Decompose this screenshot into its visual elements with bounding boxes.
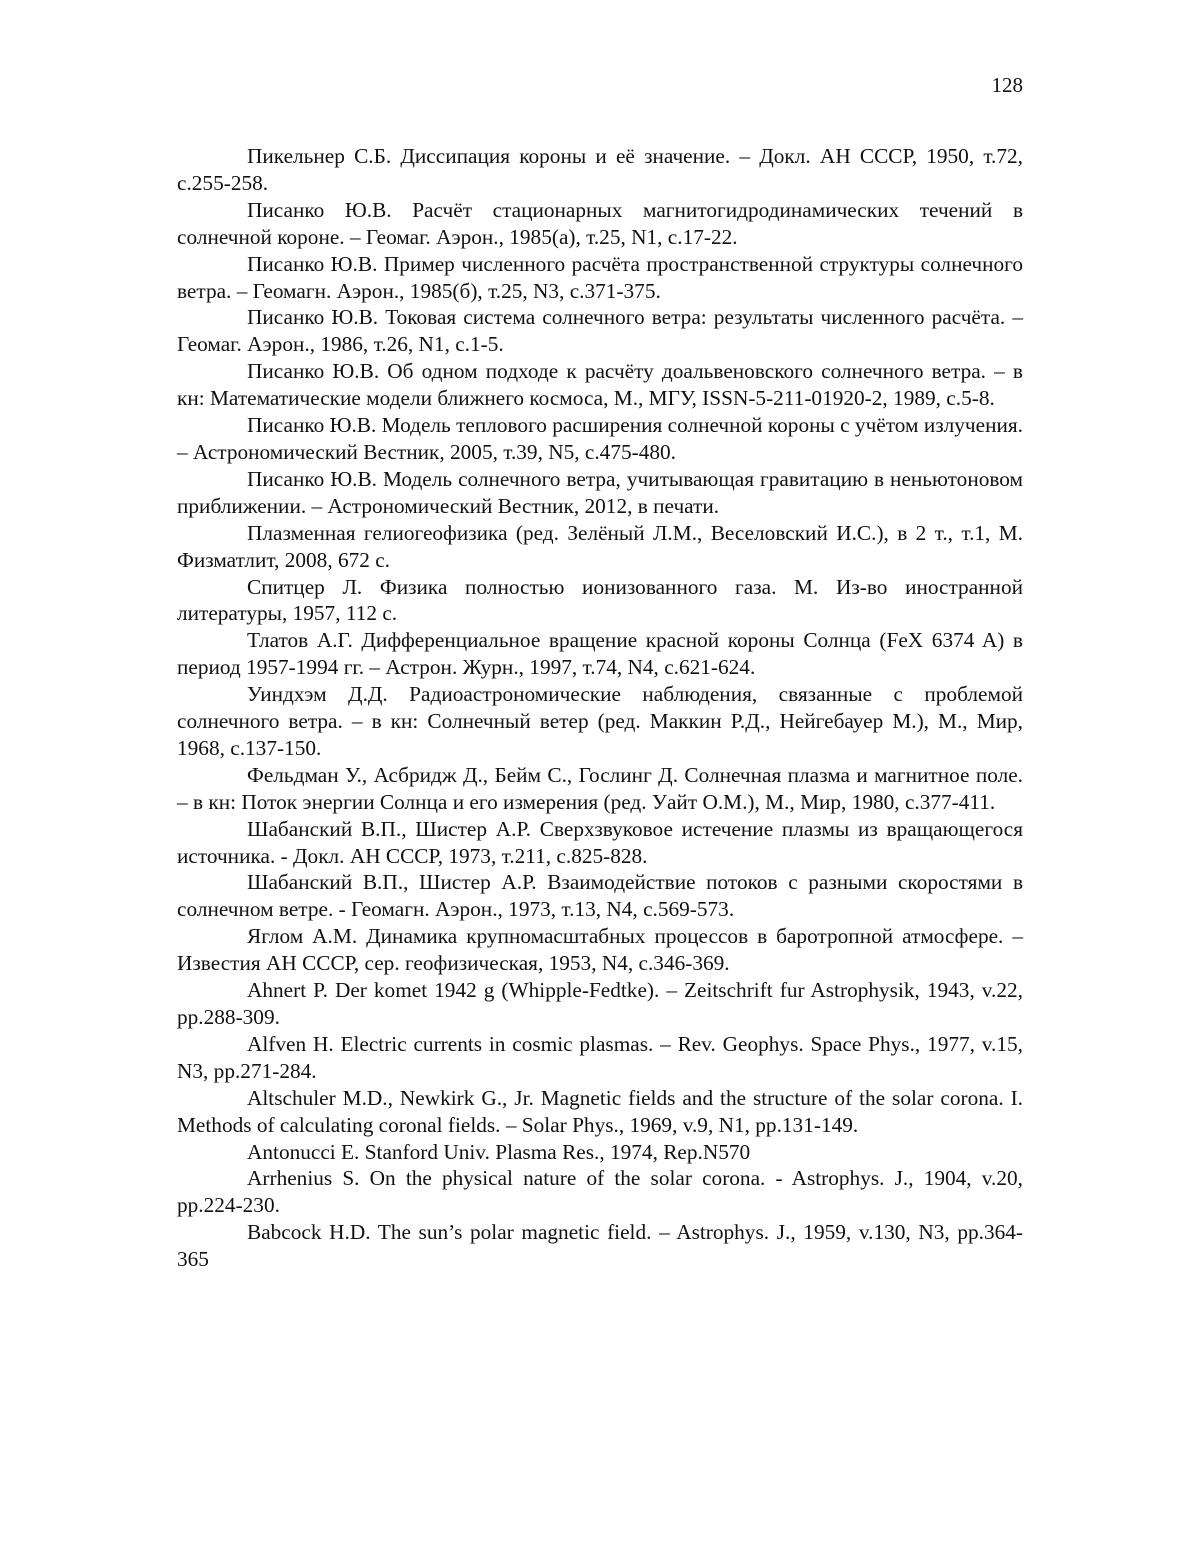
reference-entry: Ahnert P. Der komet 1942 g (Whipple-Fedtke). – Zeitschrift fur Astrophysik, 1943, v.22, pp.288-309. <box>177 978 1023 1029</box>
reference-entry: Пикельнер С.Б. Диссипация короны и её значение. – Докл. АН СССР, 1950, т.72, с.255-258. <box>177 144 1023 195</box>
reference-entry: Шабанский В.П., Шистер А.Р. Сверхзвуковое истечение плазмы из вращающегося источника. - Докл. АН СССР, 1973, т.211, с.825-828. <box>177 816 1023 868</box>
reference-entry: Фельдман У., Асбридж Д., Бейм С., Гослинг Д. Солнечная плазма и магнитное поле. – в кн: Поток энергии Солнца и его измерения (ред. Уайт О.М.), М., Мир, 1980, с.377-411. <box>177 762 1023 814</box>
reference-entry: Писанко Ю.В. Модель солнечного ветра, учитывающая гравитацию в неньютоновом приближении. – Астрономический Вестник, 2012, в печати. <box>177 466 1023 518</box>
page-number: 128 <box>991 73 1023 97</box>
reference-entry: Писанко Ю.В. Токовая система солнечного ветра: результаты численного расчёта. – Геомаг. Аэрон., 1986, т.26, N1, с.1-5. <box>177 305 1023 357</box>
reference-entry: Altschuler M.D., Newkirk G., Jr. Magnetic fields and the structure of the solar corona. I. Methods of calculating coronal fields. – Solar Phys., 1969, v.9, N1, pp.131-149. <box>177 1085 1023 1137</box>
reference-entry: Спитцер Л. Физика полностью ионизованного газа. М. Из-во иностранной литературы, 1957, 112 с. <box>177 574 1023 626</box>
reference-entry: Шабанский В.П., Шистер А.Р. Взаимодействие потоков с разными скоростями в солнечном ветре. - Геомагн. Аэрон., 1973, т.13, N4, с.569-573. <box>177 870 1023 922</box>
reference-entry: Alfven H. Electric currents in cosmic plasmas. – Rev. Geophys. Space Phys., 1977, v.15, N3, pp.271-284. <box>177 1031 1023 1083</box>
reference-entry: Писанко Ю.В. Модель теплового расширения солнечной короны с учётом излучения. – Астрономический Вестник, 2005, т.39, N5, с.475-480. <box>177 413 1023 464</box>
reference-entry: Arrhenius S. On the physical nature of the solar corona. - Astrophys. J., 1904, v.20, pp.224-230. <box>177 1166 1023 1218</box>
reference-entry: Тлатов А.Г. Дифференциальное вращение красной короны Солнца (FeX 6374 A) в период 1957-1994 гг. – Астрон. Журн., 1997, т.74, N4, с.621-624. <box>177 628 1023 680</box>
reference-entry: Писанко Ю.В. Об одном подходе к расчёту доальвеновского солнечного ветра. – в кн: Математические модели ближнего космоса, М., МГУ, ISSN-5-211-01920-2, 1989, с.5-8. <box>177 359 1023 411</box>
reference-entry: Писанко Ю.В. Пример численного расчёта пространственной структуры солнечного ветра. – Геомагн. Аэрон., 1985(б), т.25, N3, с.371-375. <box>177 251 1023 303</box>
reference-entry: Плазменная гелиогеофизика (ред. Зелёный Л.М., Веселовский И.С.), в 2 т., т.1, М. Физматлит, 2008, 672 с. <box>177 520 1023 572</box>
reference-entry: Antonucci E. Stanford Univ. Plasma Res., 1974, Rep.N570 <box>247 1139 751 1164</box>
reference-entry: Яглом А.М. Динамика крупномасштабных процессов в баротропной атмосфере. – Известия АН СССР, сер. геофизическая, 1953, N4, с.346-369. <box>177 924 1023 976</box>
reference-entry: Писанко Ю.В. Расчёт стационарных магнитогидродинамических течений в солнечной короне. – Геомаг. Аэрон., 1985(а), т.25, N1, с.17-22. <box>177 197 1023 249</box>
reference-list <box>177 143 1023 1273</box>
reference-entry: Уиндхэм Д.Д. Радиоастрономические наблюдения, связанные с проблемой солнечного ветра. – в кн: Солнечный ветер (ред. Маккин Р.Д., Нейгебауер М.), М., Мир, 1968, с.137-150. <box>177 682 1023 760</box>
reference-entry: Babcock H.D. The sun’s polar magnetic field. – Astrophys. J., 1959, v.130, N3, pp.364-365 <box>177 1220 1023 1272</box>
